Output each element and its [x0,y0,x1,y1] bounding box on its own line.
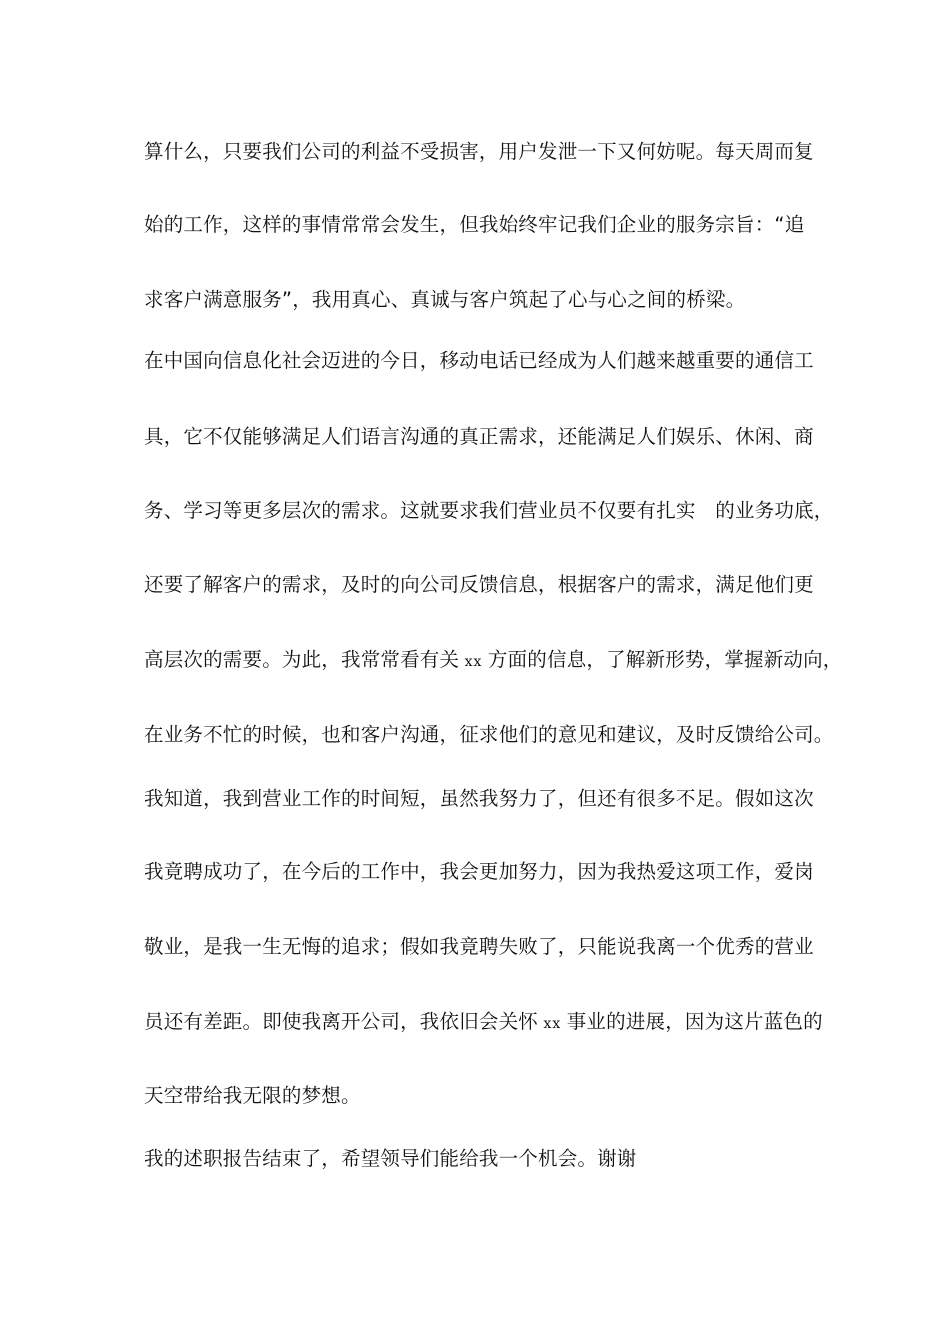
text-line: 我竟聘成功了，在今后的工作中，我会更加努力，因为我热爱这项工作，爱岗 [144,860,814,883]
text-line: 在业务不忙的时候，也和客户沟通，征求他们的意见和建议，及时反馈给公司。 [144,723,834,746]
text-line: 我的述职报告结束了，希望领导们能给我一个机会。谢谢 [144,1147,637,1170]
text-line: 天空带给我无限的梦想。 [144,1084,361,1107]
text-line: 还要了解客户的需求，及时的向公司反馈信息，根据客户的需求，满足他们更 [144,573,814,596]
text-line: 敬业，是我一生无悔的追求；假如我竟聘失败了，只能说我离一个优秀的营业 [144,935,814,958]
text-line: 我知道，我到营业工作的时间短，虽然我努力了，但还有很多不足。假如这次 [144,787,814,810]
text-line: 在中国向信息化社会迈进的今日，移动电话已经成为人们越来越重要的通信工 [144,349,814,372]
text-line: 员还有差距。即使我离开公司，我依旧会关怀 xx 事业的进展，因为这片蓝色的 [144,1010,823,1033]
text-line: 务、学习等更多层次的需求。这就要求我们营业员不仅要有扎实 的业务功底， [144,499,834,522]
text-line: 求客户满意服务”，我用真心、真诚与客户筑起了心与心之间的桥梁。 [144,288,746,311]
text-line: 高层次的需要。为此，我常常看有关 xx 方面的信息，了解新形势，掌握新动向， [144,648,843,671]
text-line: 具，它不仅能够满足人们语言沟通的真正需求，还能满足人们娱乐、休闲、商 [144,425,814,448]
text-line: 算什么，只要我们公司的利益不受损害，用户发泄一下又何妨呢。每天周而复 [144,140,814,163]
text-line: 始的工作，这样的事情常常会发生，但我始终牢记我们企业的服务宗旨：“追 [144,213,805,236]
